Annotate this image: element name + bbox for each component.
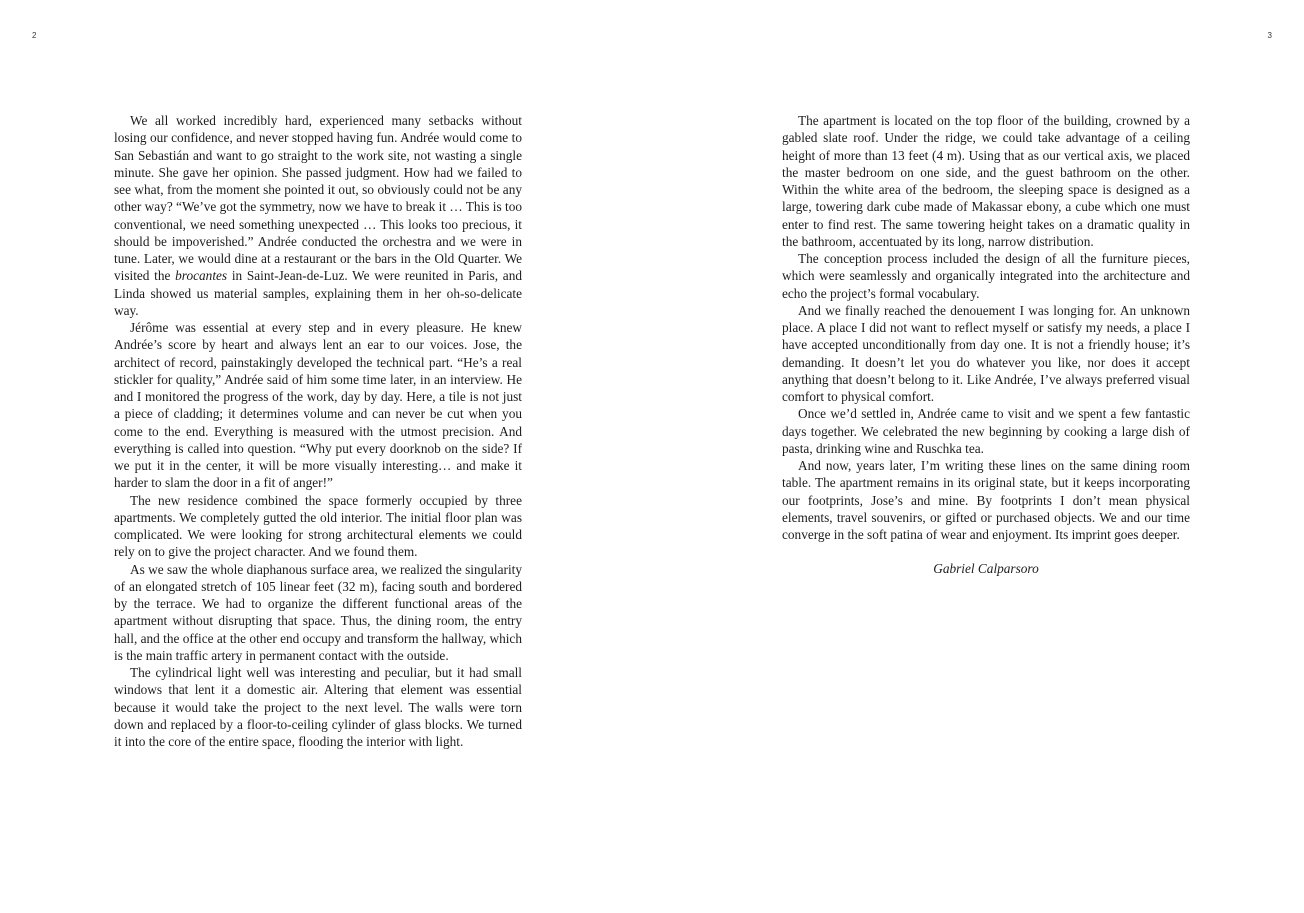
paragraph: As we saw the whole diaphanous surface area, we realized the singularity of an elongated stretch of 105 linear feet (32 m), facing south and bordered by the terrace. We had to organize the different functional areas of the apartment without disrupting that space. Thus, the dining room, the entry hall, and the office at the other end occupy and transform the hallway, which is the main traffic artery in permanent contact with the outside.	[114, 561, 522, 663]
paragraph: The cylindrical light well was interesting and peculiar, but it had small windows that lent it a domestic air. Altering that element was essential because it would take the project to the next level. The walls were torn down and replaced by a floor-to-ceiling cylinder of glass blocks. We turned it into the core of the entire space, flooding the interior with light.	[114, 665, 522, 749]
body-text-column	[114, 112, 522, 750]
author-signature: Gabriel Calparsoro	[933, 561, 1039, 577]
paragraph: And now, years later, I’m writing these lines on the same dining room table. The apartment remains in its original state, but it keeps incorporating our footprints, Jose’s and mine. By footprints I don’t mean physical elements, travel souvenirs, or gifted or purchased objects. We and our time converge in the soft patina of wear and enjoyment. Its imprint goes deeper.	[782, 458, 1190, 542]
page-number: 3	[1267, 31, 1272, 40]
paragraph: The conception process included the design of all the furniture pieces, which were seamlessly and organically integrated into the architecture and echo the project’s formal vocabulary.	[782, 251, 1190, 301]
right-page	[652, 0, 1304, 913]
page-number: 2	[32, 31, 37, 40]
paragraph: The apartment is located on the top floor of the building, crowned by a gabled slate roof. Under the ridge, we could take advantage of a ceiling height of more than 13 feet (4 m). Using that as our vertical axis, we placed the master bedroom on one side, and the guest bathroom on the other. Within the white area of the bedroom, the sleeping space is designed as a large, towering dark cube made of Makassar ebony, a cube which one must enter to find rest. The same towering height takes on a dramatic quality in the bathroom, accentuated by its long, narrow distribution.	[782, 113, 1190, 249]
paragraph: And we finally reached the denouement I was longing for. An unknown place. A place I did not want to reflect myself or satisfy my needs, a place I have accepted unconditionally from day one. It is not a friendly house; it’s demanding. It doesn’t let you do whatever you like, nor does it accept anything that doesn’t belong to it. Like Andrée, I’ve always preferred visual comfort to physical comfort.	[782, 302, 1190, 404]
paragraph: Jérôme was essential at every step and in every pleasure. He knew Andrée’s score by heart and always lent an ear to our voices. Jose, the architect of record, painstakingly developed the technical part. “He’s a real stickler for quality,” Andrée said of him some time later, in an interview. He and I monitored the progress of the work, day by day. Here, a tile is not just a piece of cladding; it determines volume and can never be cut when you come to the end. Everything is measured with the utmost precision. And everything is called into question. “Why put every doorknob on the side? If we put it in the center, it will be more visually interesting… and make it harder to slam the door in a fit of anger!”	[114, 320, 522, 491]
body-text-column	[782, 112, 1190, 578]
paragraph: Once we’d settled in, Andrée came to visit and we spent a few fantastic days together. We celebrated the new beginning by cooking a large dish of pasta, drinking wine and Ruschka tea.	[782, 406, 1190, 456]
paragraph: The new residence combined the space formerly occupied by three apartments. We completely gutted the old interior. The initial floor plan was complicated. We were looking for strong architectural elements we could rely on to give the project character. And we found them.	[114, 492, 522, 560]
paragraph: We all worked incredibly hard, experienced many setbacks without losing our confidence, and never stopped having fun. Andrée would come to San Sebastián and want to go straight to the work site, not wasting a single minute. She gave her opinion. She passed judgment. How had we failed to see what, from the moment she pointed it out, so obviously could not be any other way? “We’ve got the symmetry, now we have to break it … This is too conventional, we need something unexpected … This looks too precious, it should be impoverished.” Andrée conducted the orchestra and we were in tune. Later, we would dine at a restaurant or the bars in the Old Quarter. We visited the brocantes in Saint-Jean-de-Luz. We were reunited in Paris, and Linda showed us material samples, explaining them in her oh-so-delicate way.	[114, 113, 522, 318]
